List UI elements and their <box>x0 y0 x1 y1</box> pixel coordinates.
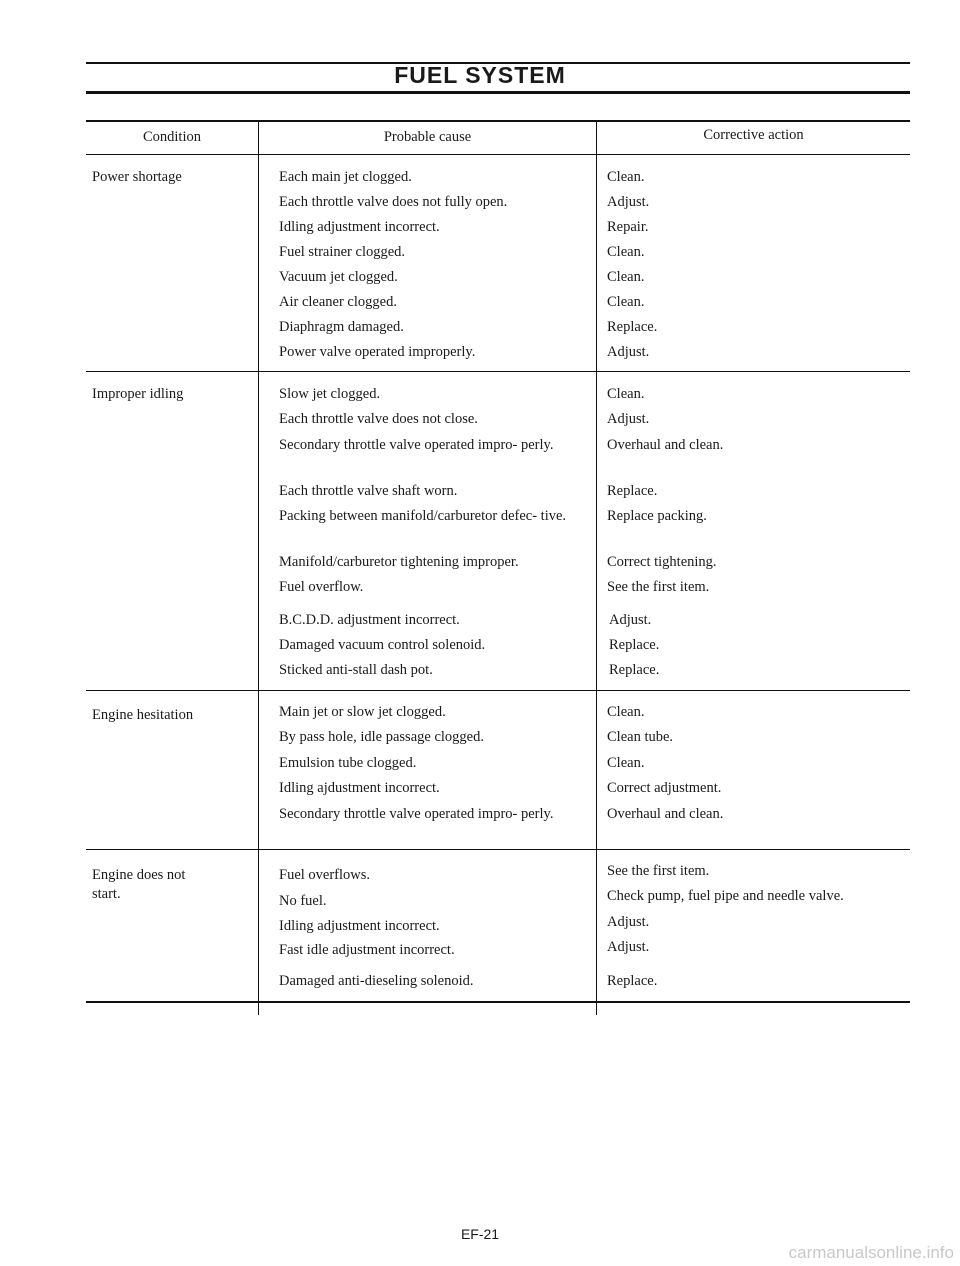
action-cell: Adjust. <box>607 939 650 955</box>
action-cell: Adjust. <box>607 194 650 210</box>
cause-cell: Sticked anti-stall dash pot. <box>279 662 433 678</box>
action-cell: Correct tightening. <box>607 554 717 570</box>
action-cell: Clean. <box>607 244 645 260</box>
action-cell: See the first item. <box>607 863 710 879</box>
group-separator <box>86 849 910 850</box>
action-cell: Repair. <box>607 219 649 235</box>
action-cell: Clean. <box>607 169 645 185</box>
action-cell: Adjust. <box>607 344 650 360</box>
action-cell: Clean. <box>607 294 645 310</box>
header-corrective-action: Corrective action <box>703 127 804 143</box>
condition-cell: Improper idling <box>92 386 184 402</box>
cause-cell: Each main jet clogged. <box>279 169 412 185</box>
cause-cell: Diaphragm damaged. <box>279 319 404 335</box>
condition-cell: Engine does not start. <box>92 867 186 902</box>
action-cell: Replace. <box>609 662 660 678</box>
cause-cell: Main jet or slow jet clogged. <box>279 704 446 720</box>
action-cell: Replace packing. <box>607 508 707 524</box>
cause-cell: Fuel overflow. <box>279 579 364 595</box>
header-rule <box>86 154 910 155</box>
action-cell: Adjust. <box>607 411 650 427</box>
page-title: FUEL SYSTEM <box>394 62 566 88</box>
action-cell: Replace. <box>609 637 660 653</box>
action-cell: Overhaul and clean. <box>607 437 724 453</box>
cause-cell: Idling ajdustment incorrect. <box>279 780 440 796</box>
action-cell: Clean. <box>607 386 645 402</box>
action-cell: Correct adjustment. <box>607 780 722 796</box>
group-separator <box>86 690 910 691</box>
action-cell: Replace. <box>607 483 658 499</box>
cause-cell: By pass hole, idle passage clogged. <box>279 729 484 745</box>
header-probable-cause: Probable cause <box>383 129 472 145</box>
cause-cell: Air cleaner clogged. <box>279 294 397 310</box>
page-number: EF-21 <box>460 1226 500 1242</box>
cause-cell: Vacuum jet clogged. <box>279 269 398 285</box>
action-cell: Adjust. <box>607 914 650 930</box>
table-top-rule <box>86 120 910 122</box>
cause-cell: Damaged vacuum control solenoid. <box>279 637 486 653</box>
cause-cell: Fast idle adjustment incorrect. <box>279 942 455 958</box>
cause-cell: Emulsion tube clogged. <box>279 755 417 771</box>
cause-cell: Fuel overflows. <box>279 867 371 883</box>
action-cell: Clean. <box>607 269 645 285</box>
cause-cell: Secondary throttle valve operated impro- perly. <box>279 437 554 453</box>
cause-cell: Fuel strainer clogged. <box>279 244 406 260</box>
action-cell: Replace. <box>607 973 658 989</box>
cause-cell: Idling adjustment incorrect. <box>279 219 440 235</box>
condition-cell: Engine hesitation <box>92 707 194 723</box>
cause-cell: Packing between manifold/carburetor defec- tive. <box>279 508 567 524</box>
cause-cell: No fuel. <box>279 893 327 909</box>
action-cell: Clean tube. <box>607 729 674 745</box>
cause-cell: Each throttle valve shaft worn. <box>279 483 458 499</box>
cause-cell: Power valve operated improperly. <box>279 344 476 360</box>
action-cell: Clean. <box>607 704 645 720</box>
cause-cell: Secondary throttle valve operated impro- perly. <box>279 806 554 822</box>
cause-cell: Idling adjustment incorrect. <box>279 918 440 934</box>
action-cell: Replace. <box>607 319 658 335</box>
column-divider-left <box>258 120 259 1015</box>
action-cell: Overhaul and clean. <box>607 806 724 822</box>
cause-cell: Manifold/carburetor tightening improper. <box>279 554 519 570</box>
table-bottom-rule <box>86 1001 910 1003</box>
column-divider-right <box>596 120 597 1015</box>
cause-cell: B.C.D.D. adjustment incorrect. <box>279 612 460 628</box>
action-cell: Clean. <box>607 755 645 771</box>
cause-cell: Damaged anti-dieseling solenoid. <box>279 973 474 989</box>
condition-cell: Power shortage <box>92 169 182 185</box>
cause-cell: Each throttle valve does not close. <box>279 411 478 427</box>
action-cell: Check pump, fuel pipe and needle valve. <box>607 888 844 904</box>
action-cell: Adjust. <box>609 612 652 628</box>
header-condition: Condition <box>142 129 201 145</box>
title-bottom-rule <box>86 91 910 94</box>
action-cell: See the first item. <box>607 579 710 595</box>
cause-cell: Slow jet clogged. <box>279 386 381 402</box>
watermark: carmanualsonline.info <box>788 1243 954 1262</box>
cause-cell: Each throttle valve does not fully open. <box>279 194 508 210</box>
group-separator <box>86 371 910 372</box>
